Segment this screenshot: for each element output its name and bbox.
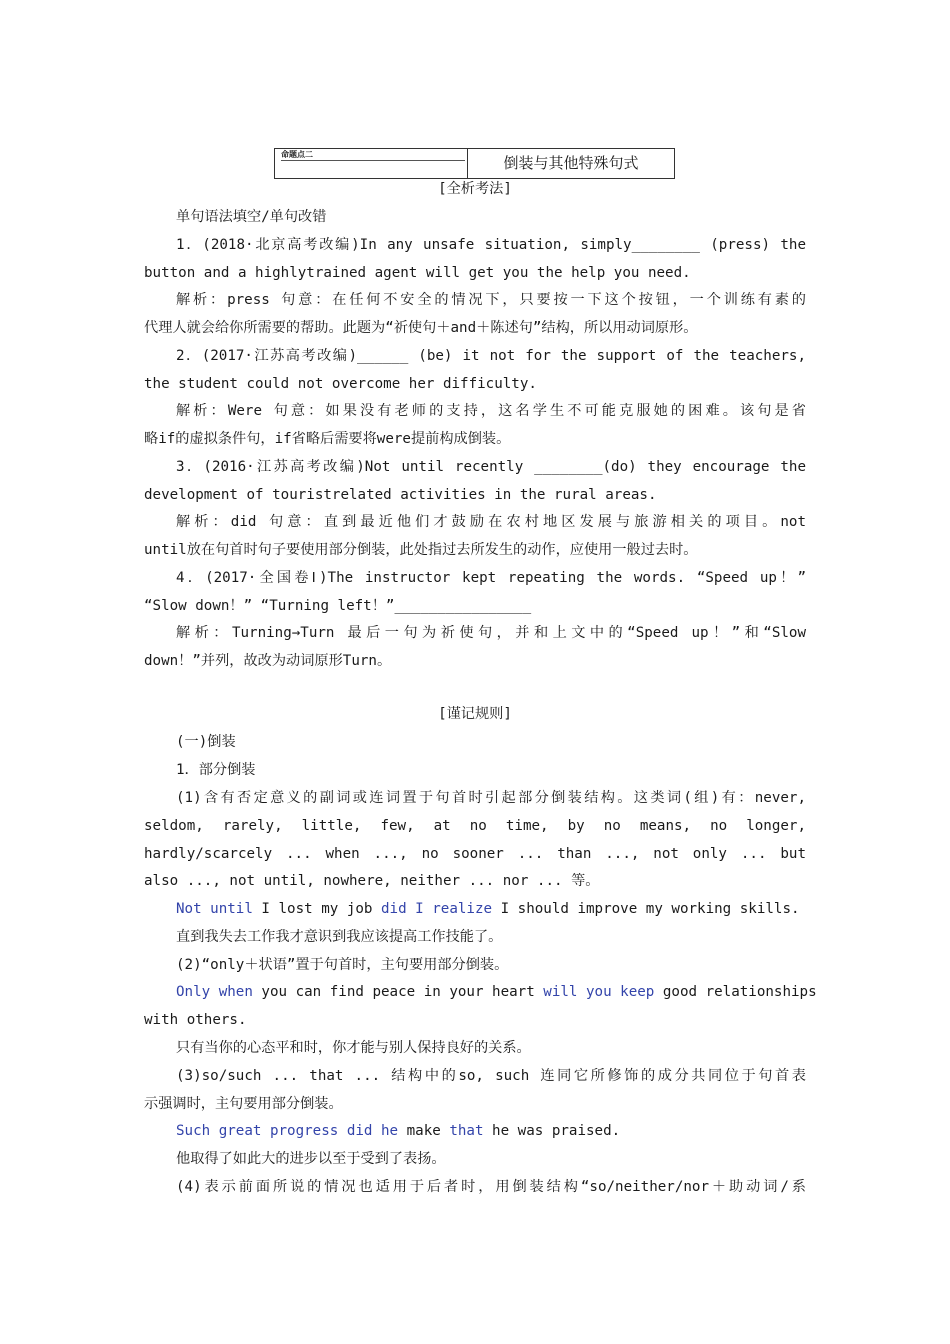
answer-2-line-2: 略if的虚拟条件句，if省略后需要将were提前构成倒装。	[144, 431, 511, 447]
section-title: 倒装与其他特殊句式	[503, 154, 639, 172]
example-2-highlight-b: will you keep	[543, 984, 655, 1000]
section-header-box	[274, 148, 675, 179]
subheading-inversion: (一)倒装	[176, 734, 236, 750]
rule-4-line-1: (4)表示前面所说的情况也适用于后者时，用倒装结构“so/neither/nor＋助动词/系	[176, 1179, 806, 1195]
rule-1-line-1: (1)含有否定意义的副词或连词置于句首时引起部分倒装结构。这类词(组)有：never,	[176, 790, 806, 806]
example-3-highlight-b: that	[449, 1123, 484, 1139]
example-3-translation: 他取得了如此大的进步以至于受到了表扬。	[176, 1151, 446, 1167]
question-1-line-2: button and a highlytrained agent will get you the help you need.	[144, 265, 691, 281]
answer-4-line-1: 解析：Turning→Turn 最后一句为祈使句，并和上文中的“Speed up！”和“Slow	[176, 625, 806, 641]
rule-1-line-3: hardly/scarcely ... when ..., no sooner ... than ..., not only ... but	[144, 846, 806, 862]
rule-1-line-2: seldom, rarely, little, few, at no time, by no means, no longer,	[144, 818, 806, 834]
example-2-translation: 只有当你的心态平和时，你才能与别人保持良好的关系。	[176, 1040, 531, 1056]
rule-1-line-4: also ..., not until, nowhere, neither ... nor ... 等。	[144, 873, 600, 889]
question-2-line-2: the student could not overcome her difficulty.	[144, 376, 537, 392]
example-3-text-a: make	[398, 1123, 450, 1139]
rule-3-line-1: (3)so/such ... that ... 结构中的so, such 连同它所修饰的成分共同位于句首表	[176, 1068, 806, 1084]
question-2-line-1: 2．(2017·江苏高考改编)______ (be) it not for the support of the teachers,	[176, 348, 806, 364]
question-4-line-2: “Slow down！” “Turning left！”________________	[144, 598, 532, 614]
rule-2: (2)“only＋状语”置于句首时，主句要用部分倒装。	[176, 957, 509, 973]
example-2-text-a: you can find peace in your heart	[252, 984, 544, 1000]
example-2-line-2: with others.	[144, 1012, 247, 1028]
answer-3-line-2: until放在句首时句子要使用部分倒装，此处指过去所发生的动作，应使用一般过去时。	[144, 542, 698, 558]
example-3	[176, 1121, 620, 1141]
section-tag: 命题点二	[281, 150, 313, 159]
question-1-line-1: 1．(2018·北京高考改编)In any unsafe situation, simply________ (press) the	[176, 237, 806, 253]
question-3-line-1: 3．(2016·江苏高考改编)Not until recently ________(do) they encourage the	[176, 459, 806, 475]
example-1-translation: 直到我失去工作我才意识到我应该提高工作技能了。	[176, 929, 503, 945]
example-3-highlight-a: Such great progress did he	[176, 1123, 399, 1139]
example-1-text-a: I lost my job	[252, 901, 381, 917]
subheading-partial-inversion: 1．部分倒装	[176, 762, 256, 778]
subheading-exercise-type: 单句语法填空/单句改错	[176, 209, 327, 225]
question-3-line-2: development of touristrelated activities in the rural areas.	[144, 487, 657, 503]
example-1	[176, 899, 800, 919]
rule-3-line-2: 示强调时，主句要用部分倒装。	[144, 1096, 343, 1112]
heading-rules: [谨记规则]	[438, 706, 512, 722]
question-4-line-1: 4．(2017·全国卷Ⅰ)The instructor kept repeating the words. “Speed up！”	[176, 570, 806, 586]
answer-2-line-1: 解析：Were 句意：如果没有老师的支持，这名学生不可能克服她的困难。该句是省	[176, 403, 806, 419]
example-1-highlight-b: did I realize	[381, 901, 493, 917]
answer-1-line-2: 代理人就会给你所需要的帮助。此题为“祈使句＋and＋陈述句”结构，所以用动词原形。	[144, 320, 698, 336]
tag-underline	[281, 160, 465, 161]
example-2-text-b: good relationships	[654, 984, 817, 1000]
example-1-text-b: I should improve my working skills.	[492, 901, 800, 917]
heading-analysis: [全析考法]	[438, 181, 512, 197]
example-3-text-b: he was praised.	[483, 1123, 621, 1139]
example-1-highlight-a: Not until	[176, 901, 253, 917]
answer-1-line-1: 解析：press 句意：在任何不安全的情况下，只要按一下这个按钮，一个训练有素的	[176, 292, 806, 308]
answer-4-line-2: down！”并列，故改为动词原形Turn。	[144, 653, 392, 669]
example-2-line-1	[176, 982, 817, 1002]
answer-3-line-1: 解析：did 句意：直到最近他们才鼓励在农村地区发展与旅游相关的项目。not	[176, 514, 806, 530]
example-2-highlight-a: Only when	[176, 984, 253, 1000]
